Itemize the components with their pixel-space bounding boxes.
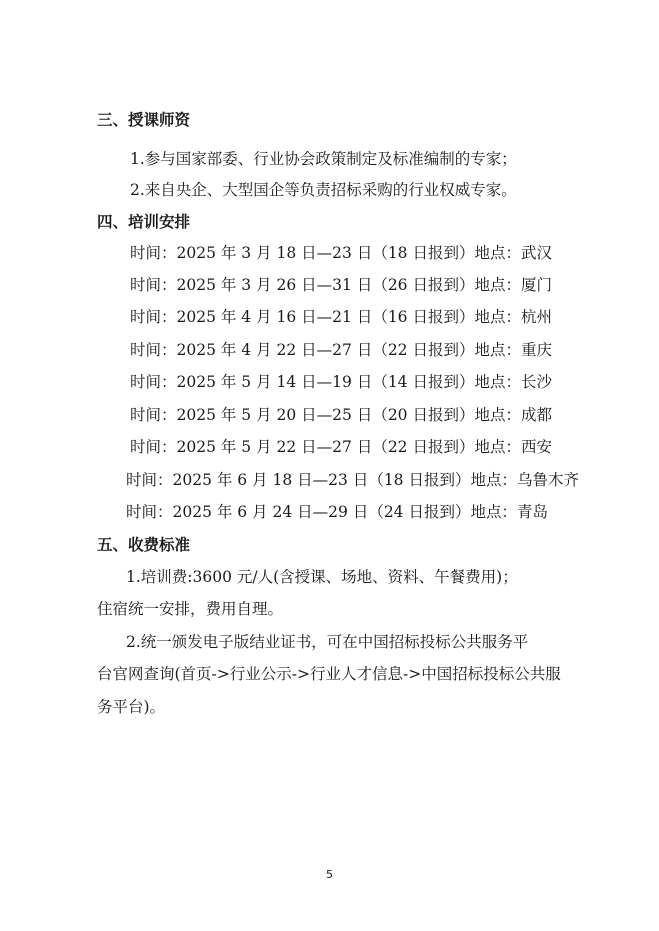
certificate-line-2: 台官网查询(首页->行业公示->行业人才信息->中国招标投标公共服 bbox=[97, 665, 561, 683]
schedule-row: 时间：2025 年 6 月 24 日—29 日（24 日报到）地点：青岛 bbox=[126, 503, 548, 521]
schedule-row: 时间：2025 年 5 月 20 日—25 日（20 日报到）地点：成都 bbox=[130, 406, 552, 424]
certificate-line-1: 2.统一颁发电子版结业证书，可在中国招标投标公共服务平 bbox=[126, 633, 529, 651]
schedule-row: 时间：2025 年 5 月 14 日—19 日（14 日报到）地点：长沙 bbox=[130, 373, 552, 391]
schedule-row: 时间：2025 年 4 月 22 日—27 日（22 日报到）地点：重庆 bbox=[130, 341, 552, 359]
lodging-line: 住宿统一安排，费用自理。 bbox=[97, 600, 284, 618]
schedule-row: 时间：2025 年 5 月 22 日—27 日（22 日报到）地点：西安 bbox=[130, 438, 552, 456]
section-5-heading: 五、收费标准 bbox=[97, 536, 191, 554]
section-4-heading: 四、培训安排 bbox=[97, 213, 191, 231]
certificate-line-3: 务平台)。 bbox=[97, 698, 166, 716]
schedule-row: 时间：2025 年 3 月 26 日—31 日（26 日报到）地点：厦门 bbox=[130, 276, 552, 294]
fee-line: 1.培训费:3600 元/人(含授课、场地、资料、午餐费用)； bbox=[126, 568, 518, 586]
faculty-item-1: 1.参与国家部委、行业协会政策制定及标准编制的专家； bbox=[130, 150, 517, 168]
faculty-item-2: 2.来自央企、大型国企等负责招标采购的行业权威专家。 bbox=[130, 181, 517, 199]
schedule-row: 时间：2025 年 3 月 18 日—23 日（18 日报到）地点：武汉 bbox=[130, 244, 552, 262]
schedule-row: 时间：2025 年 4 月 16 日—21 日（16 日报到）地点：杭州 bbox=[130, 308, 552, 326]
schedule-row: 时间：2025 年 6 月 18 日—23 日（18 日报到）地点：乌鲁木齐 bbox=[126, 471, 579, 489]
section-3-heading: 三、授课师资 bbox=[97, 111, 191, 129]
page-number: 5 bbox=[326, 868, 333, 881]
